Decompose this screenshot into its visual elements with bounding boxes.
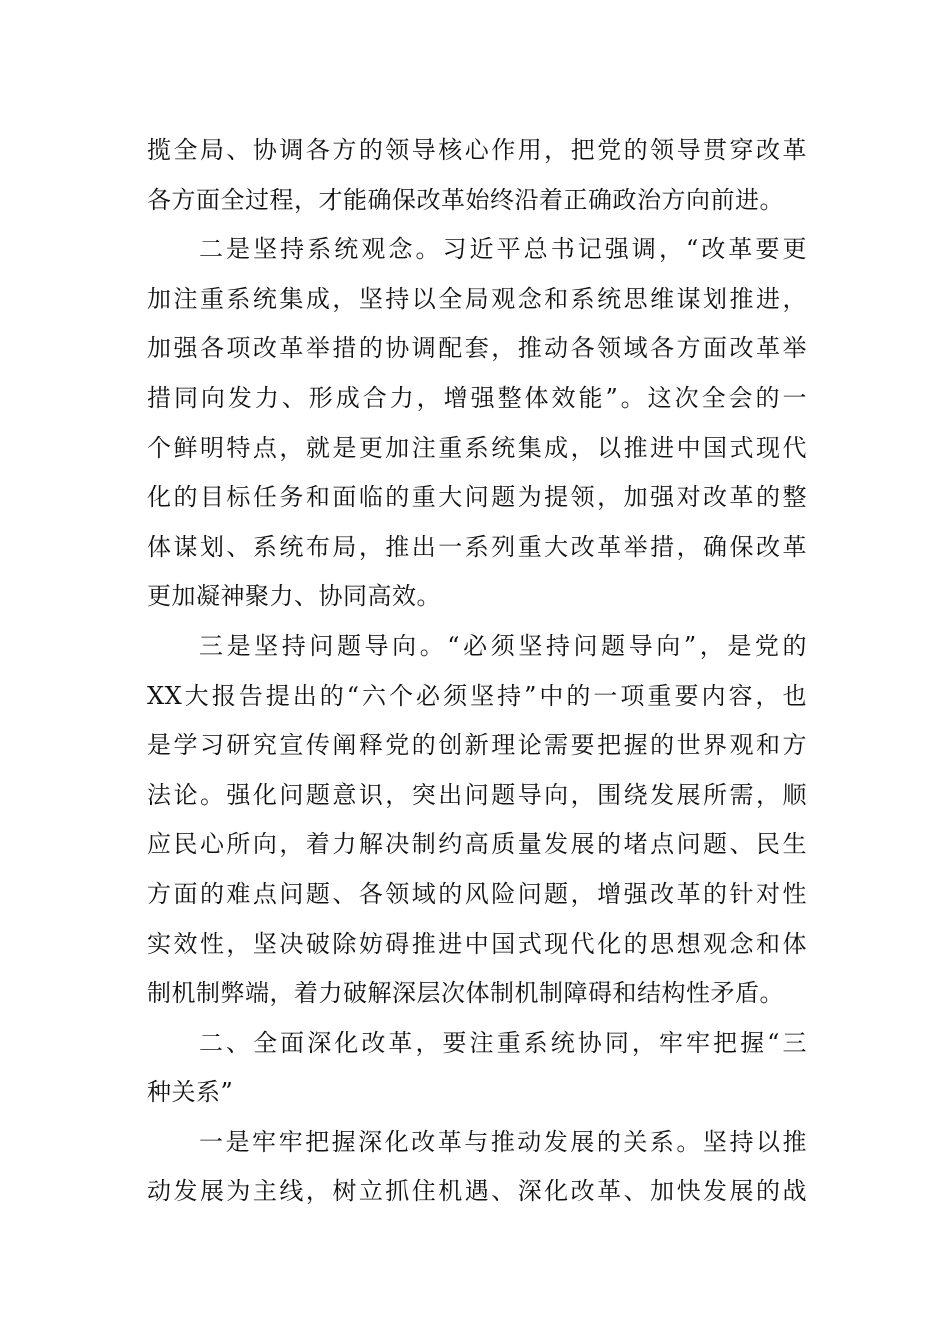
text-line: 法论。强化问题意识，突出问题导向，围绕发展所需，顺	[147, 780, 807, 809]
text-line: 一是牢牢把握深化改革与推动发展的关系。坚持以推	[199, 1127, 807, 1156]
section-heading-line: 二、全面深化改革，要注重系统协同，牢牢把握“三	[199, 1028, 807, 1057]
text-line: 三是坚持问题导向。“必须坚持问题导向”，是党的	[199, 631, 807, 660]
section-heading-line: 种关系”	[147, 1078, 234, 1107]
text-line: 二是坚持系统观念。习近平总书记强调，“改革要更	[199, 235, 807, 264]
text-line: 化的目标任务和面临的重大问题为提领，加强对改革的整	[147, 483, 807, 512]
text-line: 各方面全过程，才能确保改革始终沿着正确政治方向前进。	[147, 185, 784, 214]
text-line: 动发展为主线，树立抓住机遇、深化改革、加快发展的战	[147, 1177, 807, 1206]
text-line: 实效性，坚决破除妨碍推进中国式现代化的思想观念和体	[147, 929, 807, 958]
text-line: 揽全局、协调各方的领导核心作用，把党的领导贯穿改革	[147, 136, 807, 164]
text-line: 是学习研究宣传阐释党的创新理论需要把握的世界观和方	[147, 731, 807, 760]
text-line: 个鲜明特点，就是更加注重系统集成，以推进中国式现代	[147, 433, 807, 462]
document-body	[147, 126, 807, 1217]
text-line: 应民心所向，着力解决制约高质量发展的堵点问题、民生	[147, 830, 807, 859]
text-line: 加注重系统集成，坚持以全局观念和系统思维谋划推进，	[147, 284, 807, 313]
text-line: 加强各项改革举措的协调配套，推动各领域各方面改革举	[147, 334, 807, 363]
text-line: 更加凝神聚力、协同高效。	[147, 582, 441, 611]
text-line: 体谋划、系统布局，推出一系列重大改革举措，确保改革	[147, 532, 807, 561]
text-line: XX大报告提出的“六个必须坚持”中的一项重要内容，也	[147, 681, 807, 710]
text-line: 方面的难点问题、各领域的风险问题，增强改革的针对性	[147, 879, 807, 908]
text-line: 措同向发力、形成合力，增强整体效能”。这次全会的一	[147, 383, 807, 412]
text-line: 制机制弊端，着力破解深层次体制机制障碍和结构性矛盾。	[147, 979, 784, 1008]
